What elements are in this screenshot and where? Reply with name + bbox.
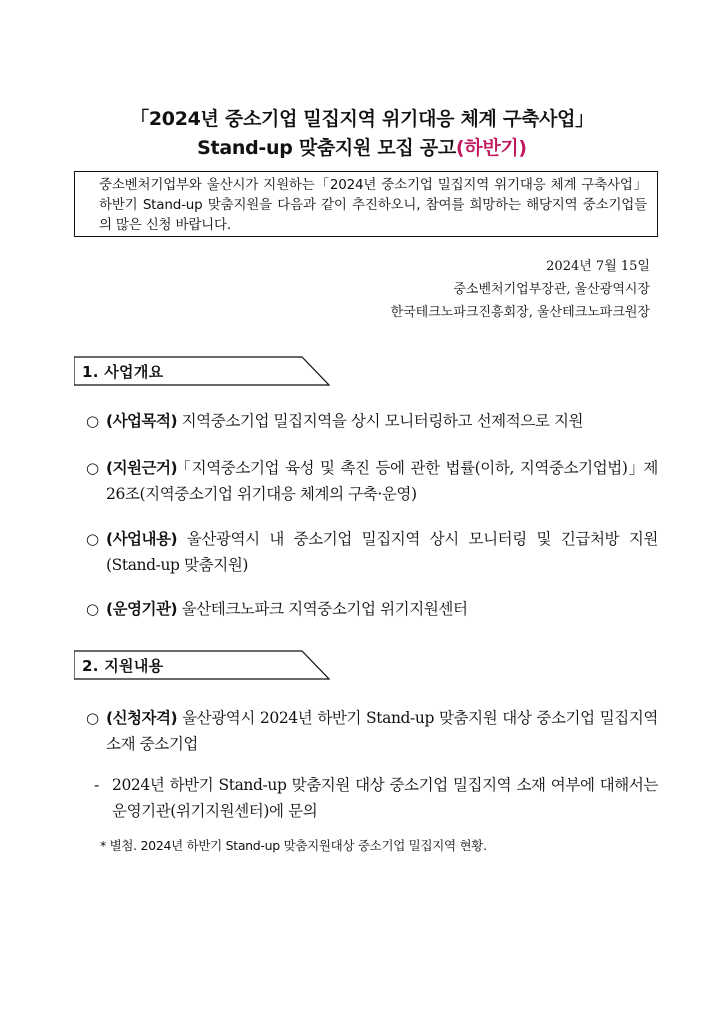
- section-heading: 1. 사업개요: [82, 363, 164, 381]
- document-subtitle: [0, 133, 724, 160]
- circle-bullet-icon: ○: [86, 412, 99, 430]
- item-text: ｢지역중소기업 육성 및 촉진 등에 관한 법률(이하, 지역중소기업법)｣ 제26조(지역중소기업 위기대응 체계의 구축·운영): [106, 459, 659, 503]
- dash-bullet-icon: -: [94, 776, 99, 794]
- issuer-line-1: 중소벤처기업부장관, 울산광역시장: [453, 282, 650, 297]
- sub-item-text: 2024년 하반기 Stand-up 맞춤지원 대상 중소기업 밀집지역 소재 여부에 대해서는 운영기관(위기지원센터)에 문의: [112, 776, 658, 820]
- list-item: [86, 526, 658, 578]
- item-label: (운영기관): [106, 600, 178, 618]
- item-text: 지역중소기업 밀집지역을 상시 모니터링하고 선제적으로 지원: [181, 412, 584, 430]
- section-header-overview: [74, 356, 330, 386]
- item-label: (지원근거): [106, 459, 178, 477]
- circle-bullet-icon: ○: [86, 600, 99, 618]
- circle-bullet-icon: ○: [86, 709, 99, 727]
- list-item: [86, 408, 658, 434]
- section-heading: 2. 지원내용: [82, 657, 164, 675]
- section-header-support: [74, 650, 330, 680]
- document-title: 「2024년 중소기업 밀집지역 위기대응 체계 구축사업」: [130, 108, 594, 130]
- intro-text: 중소벤처기업부와 울산시가 지원하는「2024년 중소기업 밀집지역 위기대응 체계 구축사업」하반기 Stand-up 맞춤지원을 다음과 같이 추진하오니, 참여를 희망하는 해당지역 중소기업들의 많은 신청 바랍니다.: [99, 177, 647, 233]
- issuer-line-2: 한국테크노파크진흥회장, 울산테크노파크원장: [390, 305, 650, 320]
- item-text: 울산테크노파크 지역중소기업 위기지원센터: [181, 600, 468, 618]
- circle-bullet-icon: ○: [86, 459, 99, 477]
- item-label: (사업목적): [106, 412, 178, 430]
- attachment-note: * 별첨. 2024년 하반기 Stand-up 맞춤지원대상 중소기업 밀집지역 현황.: [100, 838, 487, 853]
- subtitle-text: Stand-up 맞춤지원 모집 공고: [197, 137, 456, 159]
- subtitle-highlight: (하반기): [455, 137, 527, 159]
- list-item: [86, 705, 658, 757]
- intro-box: [74, 171, 658, 237]
- circle-bullet-icon: ○: [86, 530, 99, 548]
- item-text: 울산광역시 2024년 하반기 Stand-up 맞춤지원 대상 중소기업 밀집지역 소재 중소기업: [106, 709, 658, 753]
- item-text: 울산광역시 내 중소기업 밀집지역 상시 모니터링 및 긴급처방 지원(Stand-up 맞춤지원): [106, 530, 658, 574]
- item-label: (사업내용): [106, 530, 178, 548]
- sub-item: [94, 772, 658, 824]
- list-item: [86, 455, 658, 507]
- list-item: [86, 596, 658, 622]
- item-label: (신청자격): [106, 709, 178, 727]
- announcement-date: 2024년 7월 15일: [546, 259, 650, 274]
